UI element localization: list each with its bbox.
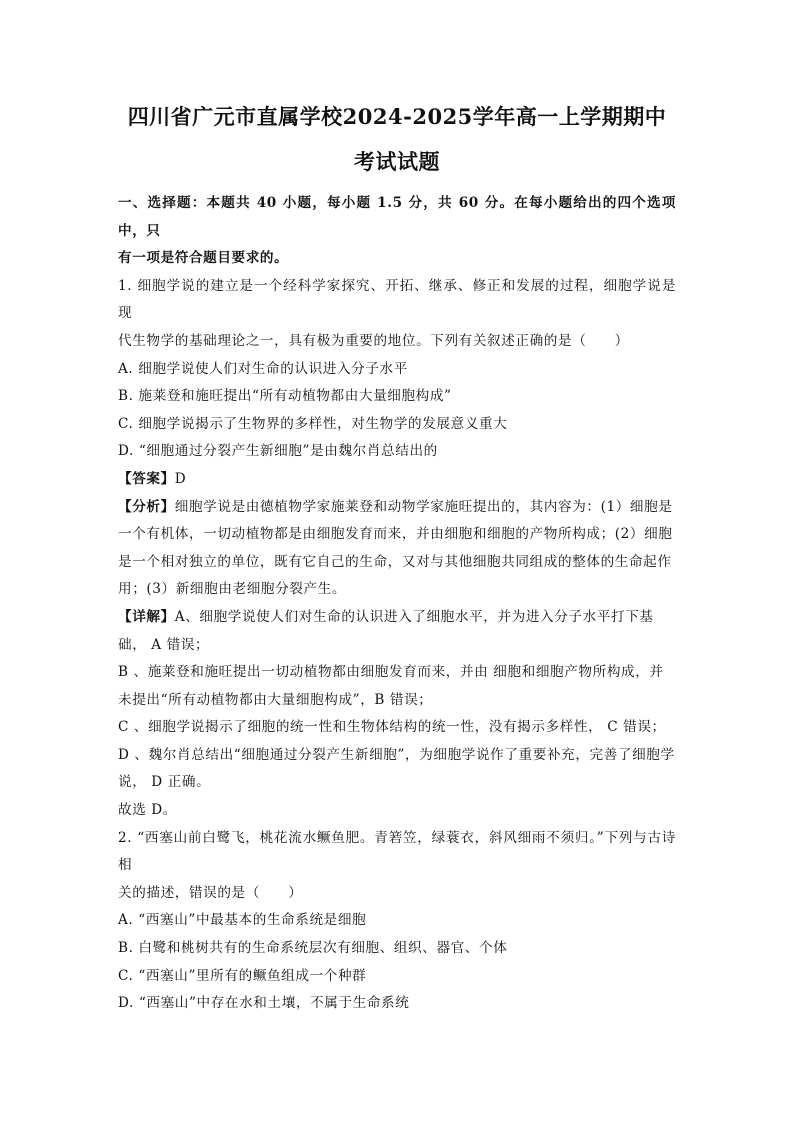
question-1-detail-line4: 未提出“所有动植物都由大量细胞构成”，B 错误； [118,691,433,708]
question-2-option-a: A. “西塞山”中最基本的生命系统是细胞 [118,912,367,929]
question-2-stem-line1: 2. “西塞山前白鹭飞，桃花流水鳜鱼肥。青箬笠，绿蓑衣，斜风细雨不须归。”下列与古诗相 [118,829,676,874]
question-1-analysis-line1 [118,494,676,522]
section-heading-line1: 一、选择题：本题共 40 小题，每小题 1.5 分，共 60 分。在每小题给出的四个选项中，只 [118,195,676,239]
question-1-detail-line3: B 、施莱登和施旺提出一切动植物都由细胞发育而来，并由 细胞和细胞产物所构成，并 [118,664,664,681]
question-1-stem-line2: 代生物学的基础理论之一，具有极为重要的地位。下列有关叙述正确的是（ ） [118,332,629,349]
answer-tag: 【答案】 [118,470,175,487]
question-1-analysis-line3: 是一个相对独立的单位，既有它自己的生命，又对与其他细胞共同组成的整体的生命起作 [118,553,672,570]
answer-value: D [174,470,187,487]
question-1-option-a: A. 细胞学说使人们对生命的认识进入分子水平 [118,360,408,377]
question-1-detail-line2: 础， A 错误； [118,636,210,653]
question-2-stem-line2: 关的描述，错误的是（ ） [118,884,303,901]
question-1-analysis-line2: 一个有机体，一切动植物都是由细胞发育而来，并由细胞和细胞的产物所构成；(2）细胞 [118,526,673,543]
question-1 [118,273,676,825]
question-1-conclusion: 故选 D。 [118,802,178,819]
analysis-tag: 【分析】 [118,498,175,515]
question-1-option-b: B. 施莱登和施旺提出“所有动植物都由大量细胞构成” [118,388,452,405]
question-2-option-b: B. 白鹭和桃树共有的生命系统层次有细胞、组织、器官、个体 [118,940,508,957]
question-2 [118,825,676,1018]
question-1-stem-line1: 1. 细胞学说的建立是一个经科学家探究、开拓、继承、修正和发展的过程，细胞学说是现 [118,277,676,322]
detail-tag: 【详解】 [118,608,175,625]
question-1-detail-line6: D 、魏尔肖总结出“细胞通过分裂产生新细胞”，为细胞学说作了重要补充，完善了细胞学 [118,746,675,763]
question-1-option-d: D. “细胞通过分裂产生新细胞”是由魏尔肖总结出的 [118,443,438,460]
question-1-answer [118,466,676,494]
analysis-text: 细胞学说是由德植物学家施莱登和动物学家施旺提出的，其内容为：(1）细胞是 [174,498,673,515]
section-heading [118,190,676,273]
question-1-detail-line1 [118,604,676,632]
question-1-detail-line5: C 、细胞学说揭示了细胞的统一性和生物体结构的统一性，没有揭示多样性， C 错误； [118,719,666,736]
question-2-option-d: D. “西塞山”中存在水和土壤，不属于生命系统 [118,995,410,1012]
document-title-line1: 四川省广元市直属学校2024-2025学年高一上学期期中 [127,104,667,129]
document-title-line2: 考试试题 [354,149,440,174]
question-1-analysis-line4: 用；(3）新细胞由老细胞分裂产生。 [118,581,347,598]
section-heading-line2: 有一项是符合题目要求的。 [118,250,289,267]
detail-text: A、细胞学说使人们对生命的认识进入了细胞水平，并为进入分子水平打下基 [174,608,654,625]
question-1-option-c: C. 细胞学说揭示了生物界的多样性，对生物学的发展意义重大 [118,415,508,432]
question-1-detail-line7: 说， D 正确。 [118,774,211,791]
question-2-option-c: C. “西塞山”里所有的鳜鱼组成一个种群 [118,967,367,984]
